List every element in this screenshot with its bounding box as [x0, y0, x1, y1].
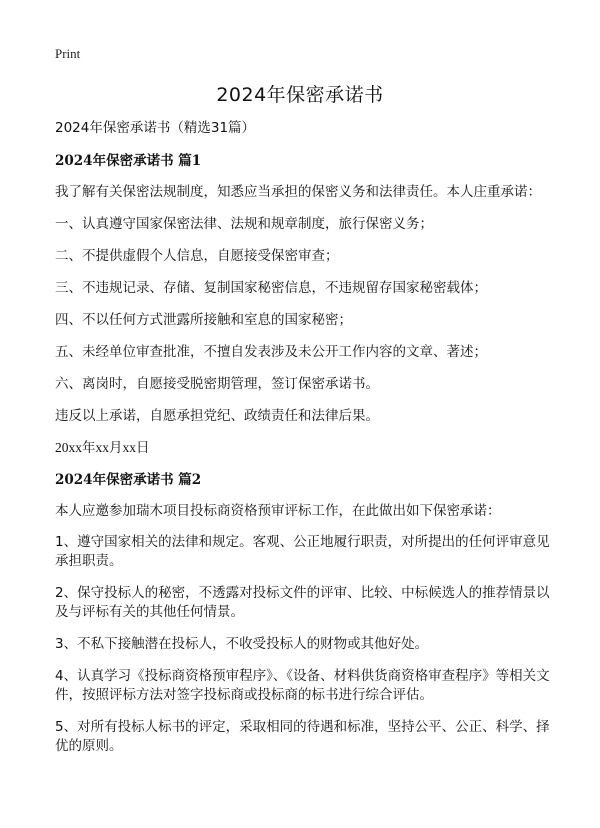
document-body [55, 118, 555, 769]
paragraph: 六、离岗时，自愿接受脱密期管理，签订保密承诺书。 [55, 376, 379, 392]
document-title: 2024年保密承诺书 [216, 84, 384, 106]
paragraph: 五、未经单位审查批准，不擅自发表涉及未公开工作内容的文章、著述； [55, 344, 487, 360]
section-heading-2: 2024年保密承诺书 篇2 [55, 472, 202, 488]
paragraph: 3、不私下接触潜在投标人，不收受投标人的财物或其他好处。 [55, 636, 429, 652]
print-label[interactable]: Print [55, 46, 81, 61]
paragraph: 二、不提供虚假个人信息，自愿接受保密审查； [55, 248, 339, 264]
paragraph: 一、认真遵守国家保密法律、法规和规章制度，旅行保密义务； [55, 216, 433, 232]
paragraph: 我了解有关保密法规制度，知悉应当承担的保密义务和法律责任。本人庄重承诺： [55, 184, 541, 200]
paragraph: 1、遵守国家相关的法律和规定。客观、公正地履行职责，对所提出的任何评审意见承担职责。 [55, 534, 550, 569]
paragraph: 四、不以任何方式泄露所接触和室息的国家秘密； [55, 312, 352, 328]
section-heading-1: 2024年保密承诺书 篇1 [55, 153, 202, 169]
paragraph: 4、认真学习《投标商资格预审程序》、《设备、材料供货商资格审查程序》等相关文件，按照评标方法对签字投标商或投标商的标书进行综合评估。 [55, 668, 550, 703]
document-subtitle: 2024年保密承诺书（精选31篇） [55, 120, 256, 136]
paragraph: 三、不违规记录、存储、复制国家秘密信息，不违规留存国家秘密载体； [55, 280, 487, 296]
paragraph: 本人应邀参加瑞木项目投标商资格预审评标工作，在此做出如下保密承诺： [55, 503, 501, 519]
paragraph: 违反以上承诺，自愿承担党纪、政绩责任和法律后果。 [55, 408, 379, 424]
paragraph: 2、保守投标人的秘密，不透露对投标文件的评审、比较、中标候选人的推荐情景以及与评标有关的其他任何情景。 [55, 585, 550, 620]
paragraph: 5、对所有投标人标书的评定，采取相同的待遇和标准，坚持公平、公正、科学、择优的原则。 [55, 719, 550, 754]
date-line: 20xx年xx月xx日 [55, 440, 150, 455]
